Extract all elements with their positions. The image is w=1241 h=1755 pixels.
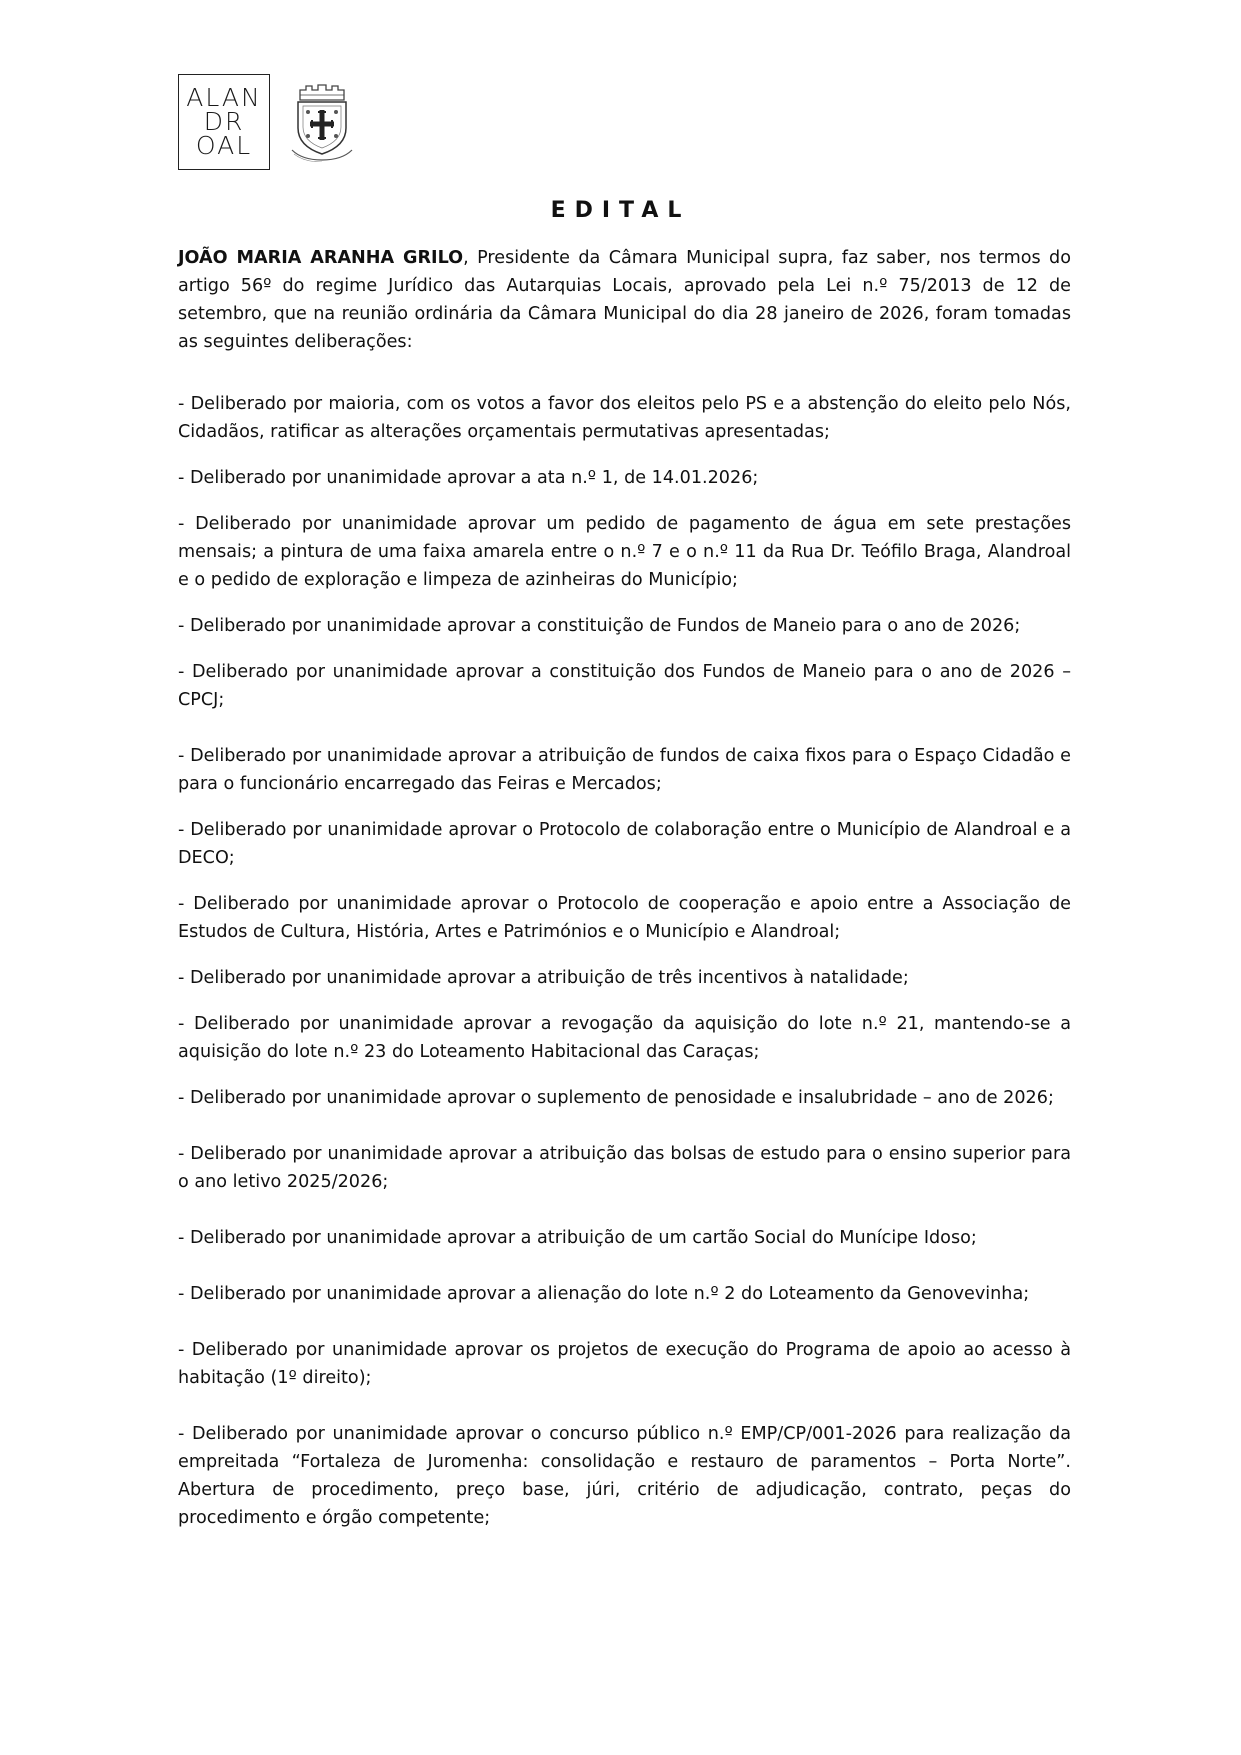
municipal-crest-icon (288, 80, 356, 162)
intro-text: , Presidente da Câmara Municipal supra, faz saber, nos termos do artigo 56º do regime Jurídico das Autarquias Locais, aprovado pela Lei n.º 75/2013 de 12 de setembro, que na reunião ordinária da Câmara Municipal do dia 28 janeiro de 2026, foram tomadas as seguintes deliberações: (178, 248, 1071, 352)
deliberation-item: - Deliberado por unanimidade aprovar o Protocolo de colaboração entre o Município de Alandroal e a DECO; (178, 820, 1071, 868)
logo-line: ALAN (186, 83, 262, 112)
edital-body (178, 244, 1071, 1550)
deliberation-item: - Deliberado por unanimidade aprovar o suplemento de penosidade e insalubridade – ano de 2026; (178, 1088, 1054, 1108)
deliberation-item: - Deliberado por unanimidade aprovar a constituição dos Fundos de Maneio para o ano de 2026 – CPCJ; (178, 662, 1071, 710)
president-name: JOÃO MARIA ARANHA GRILO (178, 248, 464, 268)
deliberation-item: - Deliberado por unanimidade aprovar a atribuição de três incentivos à natalidade; (178, 968, 909, 988)
deliberation-item: - Deliberado por unanimidade aprovar um pedido de pagamento de água em sete prestações mensais; a pintura de uma faixa amarela entre o n.º 7 e o n.º 11 da Rua Dr. Teófilo Braga, Alandroal e o pedido de exploração e limpeza de azinheiras do Município; (178, 514, 1071, 590)
deliberation-item: - Deliberado por unanimidade aprovar a alienação do lote n.º 2 do Loteamento da Genovevinha; (178, 1284, 1030, 1304)
intro-paragraph (178, 244, 1071, 356)
deliberation-item: - Deliberado por unanimidade aprovar a atribuição de um cartão Social do Munícipe Idoso; (178, 1228, 977, 1248)
deliberation-item: - Deliberado por maioria, com os votos a favor dos eleitos pelo PS e a abstenção do eleito pelo Nós, Cidadãos, ratificar as alterações orçamentais permutativas apresentadas; (178, 394, 1071, 442)
page-title: EDITAL (550, 198, 691, 223)
deliberation-item: - Deliberado por unanimidade aprovar o Protocolo de cooperação e apoio entre a Associação de Estudos de Cultura, História, Artes e Patrimónios e o Município e Alandroal; (178, 894, 1071, 942)
alandroal-logo (178, 74, 270, 170)
deliberation-item: - Deliberado por unanimidade aprovar o concurso público n.º EMP/CP/001-2026 para realização da empreitada “Fortaleza de Juromenha: consolidação e restauro de paramentos – Porta Norte”. Abertura de procedimento, preço base, júri, critério de adjudicação, contrato, peças do procedimento e órgão competente; (178, 1424, 1071, 1528)
deliberation-item: - Deliberado por unanimidade aprovar a constituição de Fundos de Maneio para o ano de 2026; (178, 616, 1021, 636)
deliberation-item: - Deliberado por unanimidade aprovar a ata n.º 1, de 14.01.2026; (178, 468, 759, 488)
logo-line: DR (203, 107, 245, 136)
deliberation-item: - Deliberado por unanimidade aprovar a atribuição das bolsas de estudo para o ensino superior para o ano letivo 2025/2026; (178, 1144, 1071, 1192)
deliberation-item: - Deliberado por unanimidade aprovar a atribuição de fundos de caixa fixos para o Espaço Cidadão e para o funcionário encarregado das Feiras e Mercados; (178, 746, 1071, 794)
deliberation-item: - Deliberado por unanimidade aprovar a revogação da aquisição do lote n.º 21, mantendo-se a aquisição do lote n.º 23 do Loteamento Habitacional das Caraças; (178, 1014, 1071, 1062)
logo-line: OAL (195, 131, 253, 160)
deliberation-item: - Deliberado por unanimidade aprovar os projetos de execução do Programa de apoio ao acesso à habitação (1º direito); (178, 1340, 1071, 1388)
